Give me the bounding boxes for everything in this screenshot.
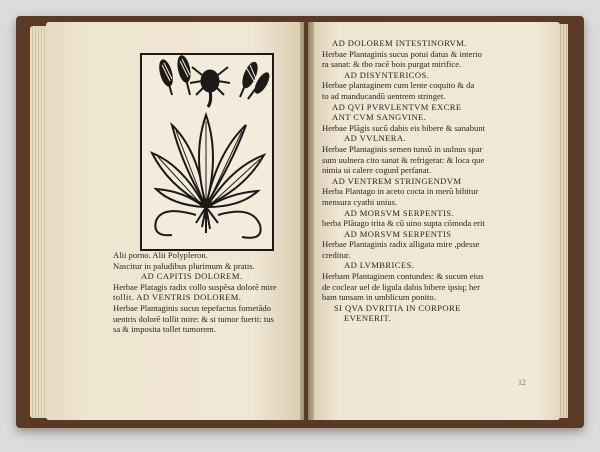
text-line: Herbae Plantaginis sucus tepefactus fometãdo (113, 302, 271, 313)
text-line: Herbae Plãgis sucũ dabis eis bibere & sanabunt (322, 122, 486, 133)
section-heading: AD DOLOREM INTESTINORVM. (332, 38, 467, 48)
right-page-text (322, 38, 485, 324)
page-number: 12 (518, 378, 526, 387)
text-line: Herbae Plantaginis sucus potui datus & interio (322, 48, 482, 59)
book-gutter (300, 22, 314, 420)
section-heading: EVENERIT. (344, 313, 392, 324)
section-heading: AD LVMBRICES. (344, 260, 415, 271)
section-heading: AD VENTREM STRINGENDVM (332, 175, 462, 186)
text-line: Alii porno. Alii Polypleron. (113, 250, 208, 260)
text-line: uentris dolorẽ tollit mire: & si tumor fuerit: tus (113, 313, 274, 324)
text-line: Herba Plantago in aceto cocta in merũ bibitur (322, 186, 479, 197)
section-heading: tollit. AD VENTRIS DOLOREM. (113, 292, 242, 303)
text-line: Herbae Plantaginis radix alligata mire ,pdesse (322, 239, 480, 250)
section-heading: AD VVLNERA. (344, 133, 407, 144)
text-line: nimia ui calere cogunt̃ perfanat. (322, 165, 432, 176)
section-heading: AD MORSVM SERPENTIS (344, 228, 452, 239)
section-heading: AD DISYNTERICOS. (344, 69, 430, 80)
section-heading: AD QVI PVRVLENTVM EXCRE (332, 101, 462, 112)
text-line: creditur. (322, 249, 351, 260)
text-line: ra sanat: & tbo racẽ bois purgat mirifice. (322, 59, 462, 70)
text-line: bam tunsam in umblicum ponito. (322, 292, 436, 303)
section-heading: AD MORSVM SERPENTIS. (344, 207, 454, 218)
text-line: mensura cyathi unius. (322, 196, 398, 207)
text-line: sa & imposita tollet tumorem. (113, 324, 216, 335)
text-line: Herbae plantaginem cum lente coquito & da (322, 80, 475, 91)
text-line: sum uulnera cito sanat & refrigerat: & loca que (322, 154, 485, 165)
text-line: to ad manducandũ uentrem stringet. (322, 90, 446, 101)
text-line: de coclear uel de ligula dabis bibere ipsiq; her (322, 281, 480, 292)
section-heading: AD CAPITIS DOLOREM. (141, 271, 243, 282)
text-line: Nascitur in paludibus plurimum & pratis. (113, 260, 255, 271)
left-page-text (113, 250, 277, 335)
text-line: berba Plãtago trita & cũ uino supta cõmoda erit (322, 218, 485, 229)
plantain-woodcut-icon (140, 53, 274, 251)
text-line: Herbae Plantaginis semen tunsũ in uulnus spar (322, 143, 483, 154)
text-line: Herbam Plantaginem contundes: & sucum eius (322, 271, 484, 282)
section-heading: SI QVA DVRITIA IN CORPORE (334, 302, 461, 313)
text-line: Herbae Platagis radix collo suspẽsa dolorẽ mire (113, 281, 277, 292)
section-heading: ANT CVM SANGVINE. (332, 112, 427, 123)
